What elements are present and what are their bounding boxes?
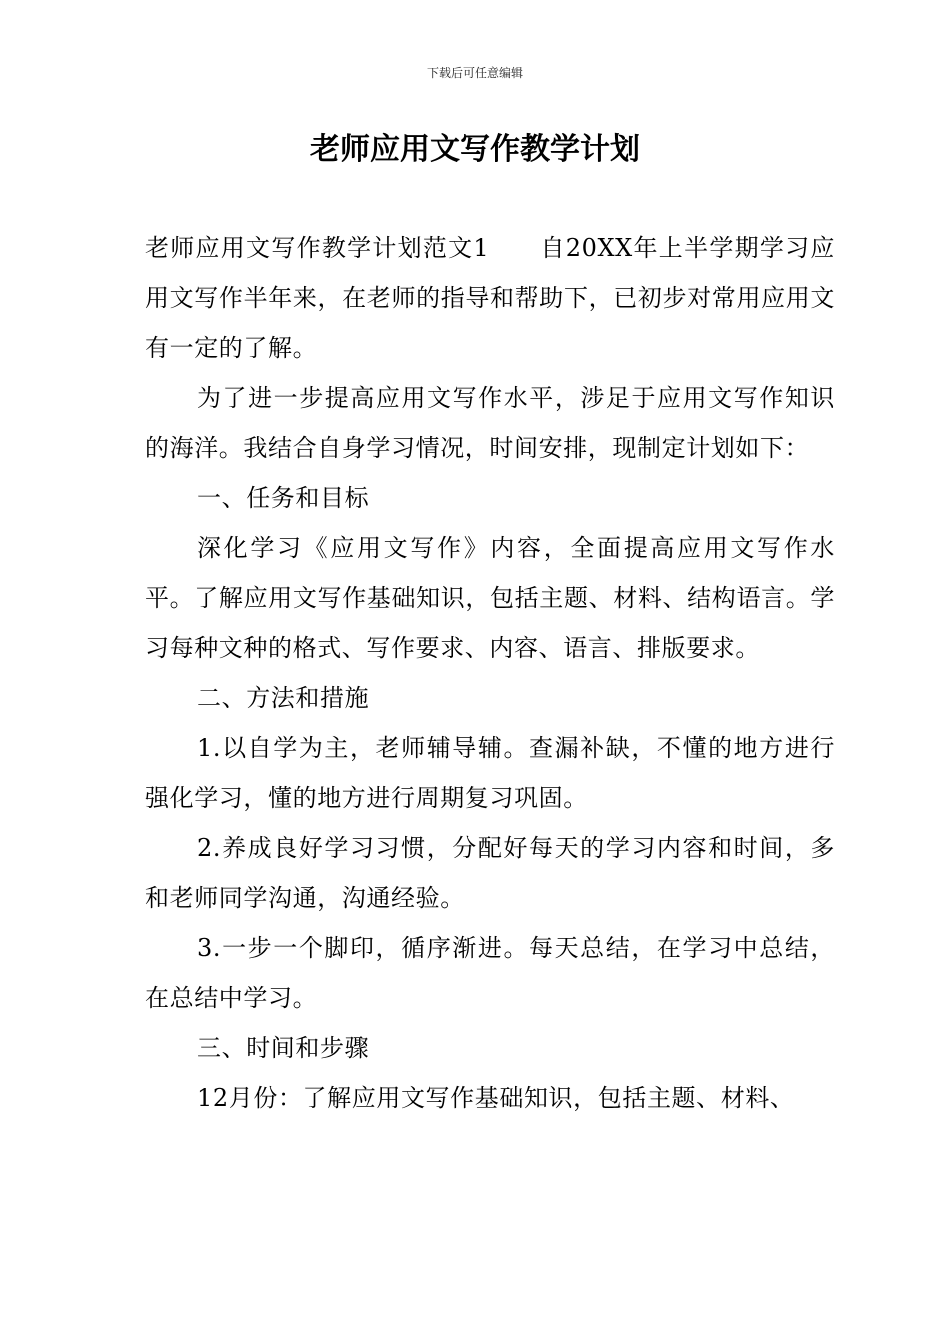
schedule-december: 12月份：了解应用文写作基础知识，包括主题、材料、 bbox=[197, 1084, 795, 1112]
document-title: 老师应用文写作教学计划 bbox=[310, 132, 640, 167]
method-item-2: 2.养成良好学习习惯，分配好每天的学习内容和时间，多和老师同学沟通，沟通经验。 bbox=[145, 834, 835, 912]
page-header-note: 下载后可任意编辑 bbox=[426, 66, 523, 80]
method-item-1: 1.以自学为主，老师辅导辅。查漏补缺，不懂的地方进行强化学习，懂的地方进行周期复习巩固。 bbox=[145, 734, 835, 812]
plan-purpose-paragraph: 为了进一步提高应用文写作水平，涉足于应用文写作知识的海洋。我结合自身学习情况，时间安排，现制定计划如下： bbox=[145, 384, 835, 462]
section-heading-tasks: 一、任务和目标 bbox=[197, 484, 370, 512]
section-heading-methods: 二、方法和措施 bbox=[197, 684, 370, 712]
method-item-3: 3.一步一个脚印，循序渐进。每天总结，在学习中总结，在总结中学习。 bbox=[145, 934, 835, 1012]
section-heading-schedule: 三、时间和步骤 bbox=[197, 1034, 370, 1062]
intro-paragraph: 老师应用文写作教学计划范文1 自20XX年上半学期学习应用文写作半年来，在老师的指导和帮助下，已初步对常用应用文有一定的了解。 bbox=[145, 234, 835, 362]
tasks-paragraph: 深化学习《应用文写作》内容，全面提高应用文写作水平。了解应用文写作基础知识，包括主题、材料、结构语言。学习每种文种的格式、写作要求、内容、语言、排版要求。 bbox=[145, 534, 835, 662]
document-body bbox=[145, 223, 835, 1123]
